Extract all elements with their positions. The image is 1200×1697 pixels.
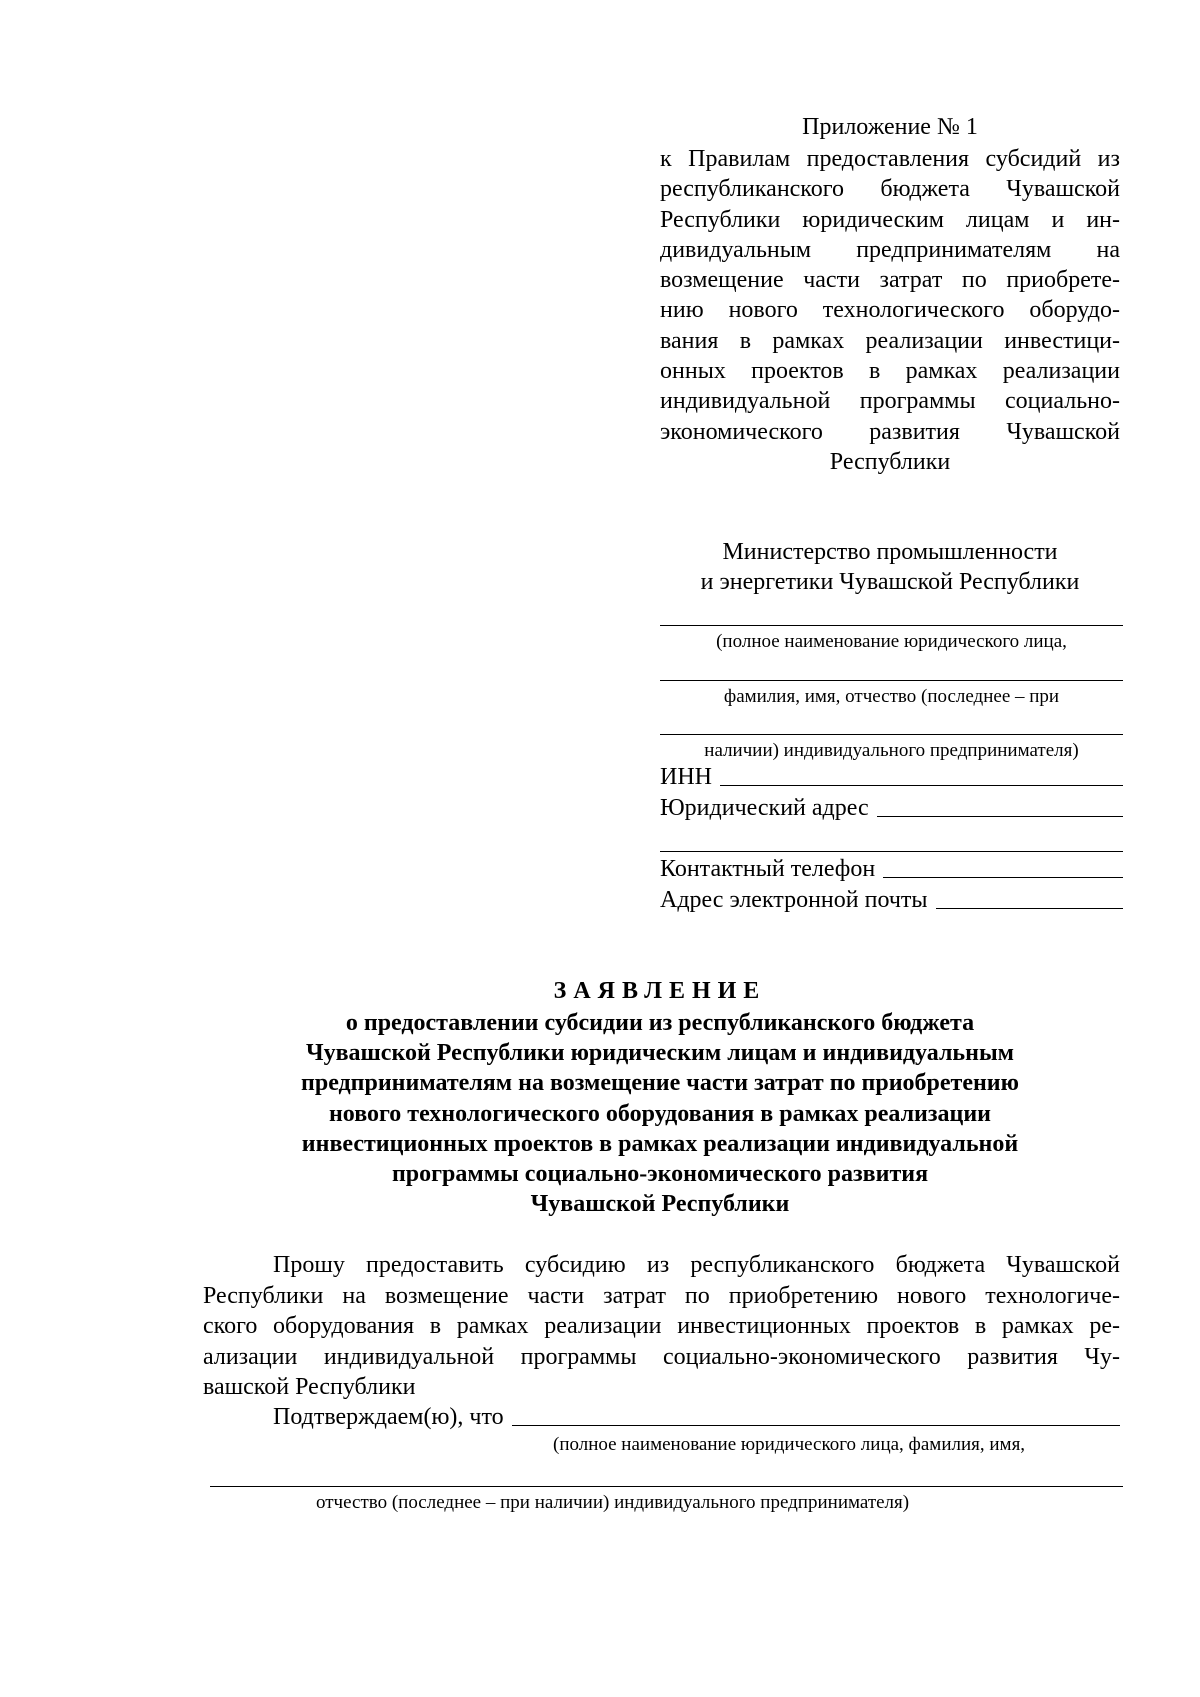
subtitle-line: нового технологического оборудования в рамках реализации: [328, 1100, 992, 1127]
appendix-line: дивидуальным предпринимателям на: [660, 236, 1120, 263]
appendix-line: онных проектов в рамках реализации: [660, 358, 1120, 385]
ministry-line: Министерство промышленности: [722, 539, 1058, 565]
confirm-input-line-2[interactable]: [210, 1486, 1123, 1487]
email-input-line[interactable]: [936, 908, 1123, 909]
legal-address-label: Юридический адрес: [660, 795, 869, 821]
ministry-name: [660, 537, 1120, 597]
confirm-hint-1: (полное наименование юридического лица, фамилия, имя,: [553, 1434, 1026, 1455]
paragraph-line: вашской Республики: [203, 1374, 416, 1400]
appendix-line: республиканского бюджета Чувашской: [660, 176, 1120, 203]
confirm-hint-2: отчество (последнее – при наличии) индивидуального предпринимателя): [316, 1492, 910, 1513]
phone-label: Контактный телефон: [660, 856, 876, 882]
applicant-name-line-1[interactable]: [660, 625, 1123, 626]
subtitle-line: о предоставлении субсидии из республиканского бюджета: [345, 1010, 975, 1036]
appendix-line: вания в рамках реализации инвестици-: [660, 327, 1120, 354]
appendix-title: Приложение № 1: [802, 114, 978, 140]
paragraph-line: Республики на возмещение части затрат по приобретению нового технологиче-: [203, 1282, 1120, 1309]
paragraph-line: ализации индивидуальной программы социально-экономического развития Чу-: [203, 1343, 1120, 1370]
applicant-name-hint-3: наличии) индивидуального предпринимателя): [704, 740, 1079, 761]
appendix-line: нию нового технологического оборудо-: [660, 297, 1120, 324]
paragraph-line: ского оборудования в рамках реализации инвестиционных проектов в рамках ре-: [203, 1313, 1120, 1339]
appendix-text: [660, 144, 1120, 477]
statement-title: ЗАЯВЛЕНИЕ: [553, 978, 767, 1004]
paragraph-line: Прошу предоставить субсидию из республиканского бюджета Чувашской: [273, 1252, 1120, 1278]
applicant-name-hint-1: (полное наименование юридического лица,: [716, 631, 1067, 652]
subtitle-line: предпринимателям на возмещение части затрат по приобретению: [301, 1070, 1019, 1097]
inn-label: ИНН: [660, 764, 712, 790]
confirm-field: [273, 1402, 1120, 1432]
subtitle-line: Чувашской Республики: [530, 1191, 790, 1218]
request-paragraph: [203, 1250, 1120, 1403]
email-label: Адрес электронной почты: [660, 887, 928, 913]
appendix-line: возмещение части затрат по приобрете-: [660, 267, 1120, 294]
appendix-line: к Правилам предоставления субсидий из: [660, 146, 1120, 172]
confirm-input-line[interactable]: [512, 1425, 1120, 1426]
subtitle-line: инвестиционных проектов в рамках реализации индивидуальной: [301, 1130, 1019, 1157]
phone-field: [660, 854, 1123, 884]
email-field: [660, 885, 1123, 915]
legal-address-field: [660, 793, 1123, 823]
statement-subtitle: [200, 1008, 1120, 1219]
inn-input-line[interactable]: [720, 785, 1123, 786]
legal-address-input-line[interactable]: [877, 816, 1123, 817]
subtitle-line: программы социально-экономического развития: [391, 1161, 929, 1188]
appendix-line: Республики юридическим лицам и ин-: [660, 206, 1120, 233]
ministry-line: и энергетики Чувашской Республики: [700, 569, 1080, 595]
inn-field: [660, 762, 1123, 792]
appendix-line: индивидуальной программы социально-: [660, 388, 1120, 415]
confirm-label: Подтверждаем(ю), что: [273, 1404, 504, 1430]
legal-address-input-line-2[interactable]: [660, 851, 1123, 852]
applicant-name-line-3[interactable]: [660, 734, 1123, 735]
applicant-name-hint-2: фамилия, имя, отчество (последнее – при: [723, 686, 1060, 707]
phone-input-line[interactable]: [883, 877, 1123, 878]
applicant-name-line-2[interactable]: [660, 680, 1123, 681]
appendix-line: Республики: [829, 448, 951, 475]
appendix-line: экономического развития Чувашской: [660, 418, 1120, 445]
subtitle-line: Чувашской Республики юридическим лицам и индивидуальным: [305, 1040, 1015, 1067]
